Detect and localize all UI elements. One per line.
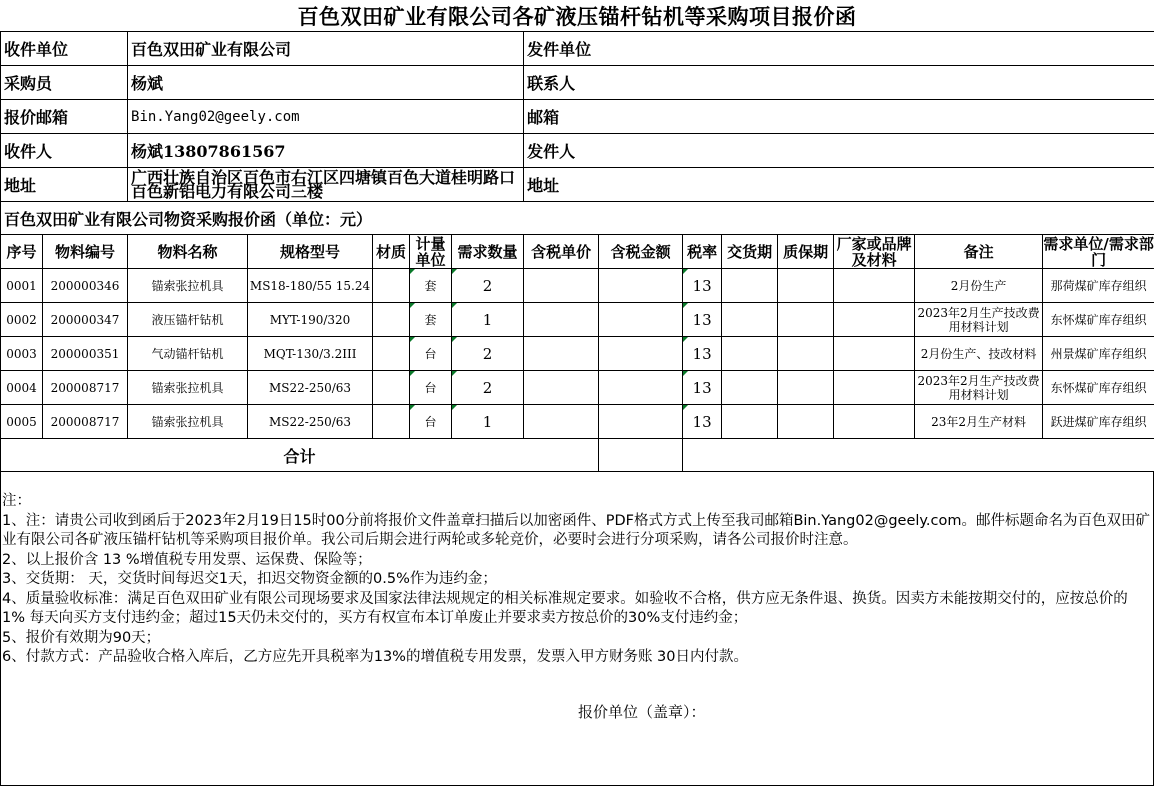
- cell-material[interactable]: [373, 371, 410, 405]
- cell-delivery[interactable]: [722, 303, 778, 337]
- cell-remark: 23年2月生产材料: [915, 405, 1043, 439]
- cell-qty: 2: [452, 269, 524, 303]
- cell-price[interactable]: [524, 337, 599, 371]
- cell-tax: 13: [683, 269, 722, 303]
- col-header: 需求单位/需求部门: [1043, 234, 1154, 269]
- sheet-subtitle: 百色双田矿业有限公司物资采购报价函（单位：元）: [1, 202, 1154, 235]
- cell-dept: 那荷煤矿库存组织: [1043, 269, 1154, 303]
- sender-unit-label: 发件单位: [524, 32, 1154, 66]
- cell-remark: 2月份生产: [915, 269, 1043, 303]
- email-label: 报价邮箱: [1, 100, 128, 134]
- cell-price[interactable]: [524, 405, 599, 439]
- stamp-label: 报价单位（盖章）：: [578, 703, 706, 721]
- cell-amount[interactable]: [599, 337, 683, 371]
- total-row: [1, 439, 1154, 472]
- note-item: 4、质量验收标准：满足百色双田矿业有限公司现场要求及国家法律法规规定的相关标准规定要求。如验收不合格，供方应无条件退、换货。因卖方未能按期交付的，应按总价的1% 每天向买方支付违约金；超过15天仍未交付的，买方有权宣布本订单废止并要求卖方按总价的30%支付违约金；: [2, 590, 1128, 626]
- cell-unit: 套: [410, 269, 452, 303]
- cell-warranty[interactable]: [778, 405, 834, 439]
- sender-label: 发件人: [524, 134, 1154, 168]
- cell-amount[interactable]: [599, 405, 683, 439]
- notes-section: [2, 492, 1150, 668]
- cell-tax: 13: [683, 405, 722, 439]
- cell-name: 锚索张拉机具: [128, 371, 248, 405]
- cell-name: 液压锚杆钻机: [128, 303, 248, 337]
- mailbox-label: 邮箱: [524, 100, 1154, 134]
- contact-label: 联系人: [524, 66, 1154, 100]
- note-item: 5、报价有效期为90天；: [2, 629, 161, 646]
- receiver-unit-label: 收件单位: [1, 32, 128, 66]
- cell-dept: 州景煤矿库存组织: [1043, 337, 1154, 371]
- col-header: 厂家或品牌及材料: [834, 235, 915, 269]
- cell-name: 锚索张拉机具: [128, 269, 248, 303]
- cell-code: 200008717: [43, 405, 128, 439]
- cell-material[interactable]: [373, 337, 410, 371]
- cell-unit: 套: [410, 303, 452, 337]
- address-value: 广西壮族自治区百色市右江区四塘镇百色大道桂明路口百色新铝电力有限公司三楼: [128, 168, 524, 202]
- cell-tax: 13: [683, 303, 722, 337]
- cell-dept: 跃进煤矿库存组织: [1043, 405, 1154, 439]
- cell-amount[interactable]: [599, 303, 683, 337]
- cell-no: 0004: [1, 371, 43, 405]
- email-value[interactable]: Bin.Yang02@geely.com: [128, 100, 524, 134]
- cell-warranty[interactable]: [778, 337, 834, 371]
- cell-qty: 1: [452, 405, 524, 439]
- cell-amount[interactable]: [599, 269, 683, 303]
- cell-name: 气动锚杆钻机: [128, 337, 248, 371]
- cell-warranty[interactable]: [778, 371, 834, 405]
- cell-dept: 东怀煤矿库存组织: [1043, 303, 1154, 337]
- col-header: 需求数量: [452, 235, 524, 269]
- total-amount-cell[interactable]: [599, 439, 683, 472]
- quotation-sheet: [0, 31, 1154, 472]
- col-header: 计量单位: [410, 235, 452, 269]
- col-header: 物料编号: [43, 235, 128, 269]
- cell-brand[interactable]: [834, 405, 915, 439]
- table-row: [1, 303, 1154, 337]
- cell-price[interactable]: [524, 371, 599, 405]
- note-item: 1、注：请贵公司收到函后于2023年2月19日15时00分前将报价文件盖章扫描后以加密函件、PDF格式方式上传至我司邮箱Bin.Yang02@geely.com。邮件标题命名为百色双田矿业有限公司各矿液压锚杆钻机等采购项目报价单。我公司后期会进行两轮或多轮竞价，必要时会进行分项采购，请各公司报价时注意。: [2, 512, 1150, 548]
- cell-code: 200000351: [43, 337, 128, 371]
- cell-name: 锚索张拉机具: [128, 405, 248, 439]
- col-header: 含税单价: [524, 235, 599, 269]
- cell-code: 200000347: [43, 303, 128, 337]
- col-header: 质保期: [778, 235, 834, 269]
- cell-spec: MS22-250/63: [248, 405, 373, 439]
- table-row: [1, 269, 1154, 303]
- cell-qty: 2: [452, 337, 524, 371]
- cell-spec: MS22-250/63: [248, 371, 373, 405]
- cell-price[interactable]: [524, 269, 599, 303]
- cell-warranty[interactable]: [778, 303, 834, 337]
- document-title: 百色双田矿业有限公司各矿液压锚杆钻机等采购项目报价函: [297, 4, 857, 29]
- col-header: 税率: [683, 235, 722, 269]
- address2-label: 地址: [524, 168, 1154, 202]
- cell-unit: 台: [410, 405, 452, 439]
- cell-no: 0005: [1, 405, 43, 439]
- cell-brand[interactable]: [834, 337, 915, 371]
- cell-spec: MYT-190/320: [248, 303, 373, 337]
- notes-heading: 注：: [2, 493, 31, 509]
- cell-brand[interactable]: [834, 303, 915, 337]
- total-empty-cell: [683, 439, 1154, 472]
- receiver-unit-value: 百色双田矿业有限公司: [128, 32, 524, 66]
- cell-brand[interactable]: [834, 371, 915, 405]
- cell-unit: 台: [410, 371, 452, 405]
- buyer-label: 采购员: [1, 66, 128, 100]
- cell-unit: 台: [410, 337, 452, 371]
- col-header: 物料名称: [128, 235, 248, 269]
- cell-tax: 13: [683, 337, 722, 371]
- total-label: 合计: [1, 439, 599, 472]
- table-row: [1, 371, 1154, 405]
- cell-delivery[interactable]: [722, 269, 778, 303]
- cell-price[interactable]: [524, 303, 599, 337]
- cell-dept: 东怀煤矿库存组织: [1043, 371, 1154, 405]
- cell-no: 0003: [1, 337, 43, 371]
- cell-no: 0002: [1, 303, 43, 337]
- cell-qty: 1: [452, 303, 524, 337]
- cell-brand[interactable]: [834, 269, 915, 303]
- cell-delivery[interactable]: [722, 337, 778, 371]
- cell-spec: MQT-130/3.2III: [248, 337, 373, 371]
- address-label: 地址: [1, 168, 128, 202]
- table-row: [1, 337, 1154, 371]
- cell-remark: 2023年2月生产技改费用材料计划: [915, 303, 1043, 337]
- cell-amount[interactable]: [599, 371, 683, 405]
- col-header: 规格型号: [248, 235, 373, 269]
- cell-tax: 13: [683, 371, 722, 405]
- col-header: 交货期: [722, 235, 778, 269]
- recipient-label: 收件人: [1, 134, 128, 168]
- cell-spec: MS18-180/55 15.24: [248, 269, 373, 303]
- cell-warranty[interactable]: [778, 269, 834, 303]
- cell-remark: 2月份生产、技改材料: [915, 337, 1043, 371]
- cell-material[interactable]: [373, 303, 410, 337]
- col-header: 备注: [915, 235, 1043, 269]
- note-item: 6、付款方式：产品验收合格入库后，乙方应先开具税率为13%的增值税专用发票，发票入甲方财务账 30日内付款。: [2, 649, 749, 665]
- cell-delivery[interactable]: [722, 371, 778, 405]
- cell-material[interactable]: [373, 405, 410, 439]
- cell-qty: 2: [452, 371, 524, 405]
- cell-no: 0001: [1, 269, 43, 303]
- buyer-value: 杨斌: [128, 66, 524, 100]
- col-header: 含税金额: [599, 235, 683, 269]
- note-item: 3、交货期： 天，交货时间每迟交1天，扣迟交物资金额的0.5%作为违约金；: [2, 571, 497, 587]
- cell-remark: 2023年2月生产技改费用材料计划: [915, 371, 1043, 405]
- cell-code: 200008717: [43, 371, 128, 405]
- cell-delivery[interactable]: [722, 405, 778, 439]
- col-header: 序号: [1, 235, 43, 269]
- cell-code: 200000346: [43, 269, 128, 303]
- column-header-row: [1, 235, 1154, 269]
- table-row: [1, 405, 1154, 439]
- col-header: 材质: [373, 235, 410, 269]
- note-item: 2、以上报价含 13 %增值税专用发票、运保费、保险等；: [2, 551, 372, 568]
- recipient-value: 杨斌13807861567: [128, 134, 524, 168]
- cell-material[interactable]: [373, 269, 410, 303]
